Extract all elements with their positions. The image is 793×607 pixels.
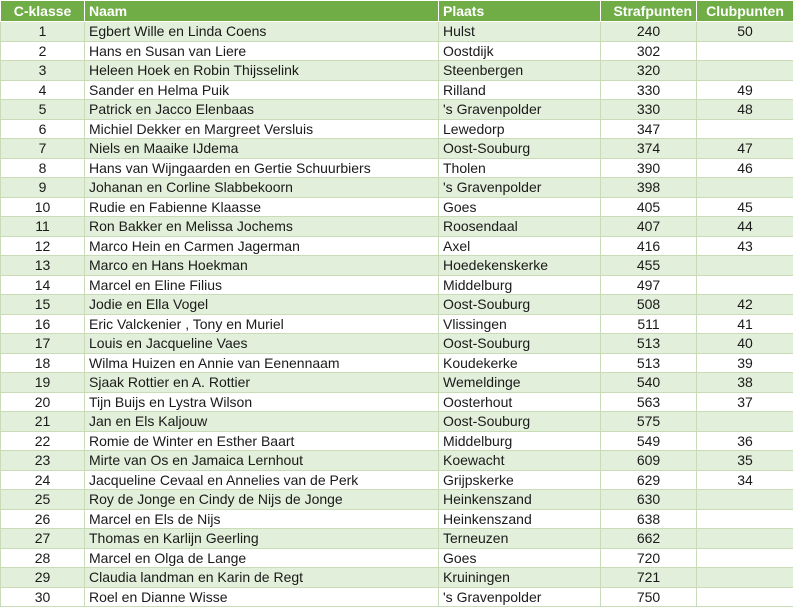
table-row [1,314,793,334]
cell-place: Kruiningen [439,568,601,588]
cell-rank: 10 [1,197,85,217]
cell-strafpunten: 720 [601,548,697,568]
cell-name: Johanan en Corline Slabbekoorn [85,178,439,198]
table-row [1,119,793,139]
cell-clubpunten: 41 [697,314,793,334]
cell-rank: 19 [1,373,85,393]
table-row [1,217,793,237]
cell-clubpunten: 43 [697,236,793,256]
cell-clubpunten [697,119,793,139]
cell-name: Hans van Wijngaarden en Gertie Schuurbiers [85,158,439,178]
table-row [1,373,793,393]
cell-place: Oost-Souburg [439,295,601,315]
cell-rank: 12 [1,236,85,256]
cell-strafpunten: 455 [601,256,697,276]
cell-strafpunten: 609 [601,451,697,471]
header-strafpunten: Strafpunten [601,1,697,22]
cell-name: Mirte van Os en Jamaica Lernhout [85,451,439,471]
table-row [1,431,793,451]
cell-name: Roel en Dianne Wisse [85,587,439,607]
cell-strafpunten: 540 [601,373,697,393]
table-row [1,548,793,568]
table-row [1,451,793,471]
cell-name: Wilma Huizen en Annie van Eenennaam [85,353,439,373]
cell-name: Louis en Jacqueline Vaes [85,334,439,354]
cell-strafpunten: 513 [601,353,697,373]
cell-name: Tijn Buijs en Lystra Wilson [85,392,439,412]
cell-clubpunten: 50 [697,22,793,42]
cell-clubpunten: 46 [697,158,793,178]
cell-name: Marcel en Eline Filius [85,275,439,295]
cell-rank: 20 [1,392,85,412]
cell-place: 's Gravenpolder [439,100,601,120]
table-row [1,490,793,510]
cell-strafpunten: 302 [601,41,697,61]
cell-name: Michiel Dekker en Margreet Versluis [85,119,439,139]
cell-clubpunten [697,568,793,588]
cell-place: Hulst [439,22,601,42]
cell-clubpunten [697,587,793,607]
table-row [1,80,793,100]
cell-place: Wemeldinge [439,373,601,393]
cell-strafpunten: 416 [601,236,697,256]
cell-place: Koudekerke [439,353,601,373]
cell-clubpunten: 44 [697,217,793,237]
cell-place: Oost-Souburg [439,139,601,159]
cell-strafpunten: 638 [601,509,697,529]
cell-name: Heleen Hoek en Robin Thijsselink [85,61,439,81]
cell-strafpunten: 405 [601,197,697,217]
cell-place: Tholen [439,158,601,178]
header-row [1,1,793,22]
cell-place: Heinkenszand [439,490,601,510]
cell-clubpunten: 40 [697,334,793,354]
cell-rank: 26 [1,509,85,529]
table-row [1,509,793,529]
cell-strafpunten: 330 [601,100,697,120]
header-plaats: Plaats [439,1,601,22]
cell-clubpunten: 45 [697,197,793,217]
table-row [1,197,793,217]
cell-place: Heinkenszand [439,509,601,529]
cell-clubpunten: 34 [697,470,793,490]
cell-strafpunten: 497 [601,275,697,295]
cell-name: Claudia landman en Karin de Regt [85,568,439,588]
table-row [1,275,793,295]
cell-clubpunten: 39 [697,353,793,373]
cell-place: Koewacht [439,451,601,471]
cell-rank: 25 [1,490,85,510]
cell-clubpunten: 42 [697,295,793,315]
cell-strafpunten: 374 [601,139,697,159]
cell-name: Rudie en Fabienne Klaasse [85,197,439,217]
cell-rank: 5 [1,100,85,120]
cell-clubpunten [697,490,793,510]
cell-strafpunten: 320 [601,61,697,81]
cell-strafpunten: 575 [601,412,697,432]
cell-strafpunten: 513 [601,334,697,354]
cell-place: Middelburg [439,431,601,451]
cell-clubpunten: 35 [697,451,793,471]
cell-name: Jodie en Ella Vogel [85,295,439,315]
cell-strafpunten: 398 [601,178,697,198]
cell-name: Marco Hein en Carmen Jagerman [85,236,439,256]
cell-clubpunten [697,61,793,81]
table-row [1,392,793,412]
cell-clubpunten: 38 [697,373,793,393]
cell-strafpunten: 721 [601,568,697,588]
cell-rank: 30 [1,587,85,607]
cell-strafpunten: 629 [601,470,697,490]
cell-rank: 3 [1,61,85,81]
cell-rank: 16 [1,314,85,334]
cell-place: Roosendaal [439,217,601,237]
cell-name: Patrick en Jacco Elenbaas [85,100,439,120]
cell-clubpunten [697,275,793,295]
table-row [1,568,793,588]
cell-rank: 29 [1,568,85,588]
cell-rank: 8 [1,158,85,178]
table-row [1,470,793,490]
table-row [1,22,793,42]
cell-rank: 18 [1,353,85,373]
cell-name: Eric Valckenier , Tony en Muriel [85,314,439,334]
cell-strafpunten: 330 [601,80,697,100]
cell-clubpunten [697,256,793,276]
cell-name: Jacqueline Cevaal en Annelies van de Perk [85,470,439,490]
cell-rank: 13 [1,256,85,276]
cell-name: Sjaak Rottier en A. Rottier [85,373,439,393]
cell-place: Middelburg [439,275,601,295]
table-row [1,158,793,178]
cell-strafpunten: 240 [601,22,697,42]
table-row [1,412,793,432]
cell-rank: 14 [1,275,85,295]
cell-name: Marcel en Els de Nijs [85,509,439,529]
cell-clubpunten: 36 [697,431,793,451]
table-row [1,529,793,549]
cell-clubpunten: 49 [697,80,793,100]
cell-strafpunten: 407 [601,217,697,237]
cell-place: Goes [439,548,601,568]
cell-strafpunten: 549 [601,431,697,451]
table-row [1,178,793,198]
cell-place: 's Gravenpolder [439,587,601,607]
cell-rank: 15 [1,295,85,315]
table-row [1,61,793,81]
cell-place: Terneuzen [439,529,601,549]
cell-place: Steenbergen [439,61,601,81]
cell-name: Jan en Els Kaljouw [85,412,439,432]
cell-place: 's Gravenpolder [439,178,601,198]
table-row [1,139,793,159]
cell-place: Grijpskerke [439,470,601,490]
cell-name: Hans en Susan van Liere [85,41,439,61]
cell-strafpunten: 508 [601,295,697,315]
cell-clubpunten: 48 [697,100,793,120]
cell-place: Axel [439,236,601,256]
cell-strafpunten: 662 [601,529,697,549]
cell-rank: 7 [1,139,85,159]
cell-name: Egbert Wille en Linda Coens [85,22,439,42]
cell-clubpunten: 47 [697,139,793,159]
cell-strafpunten: 390 [601,158,697,178]
cell-name: Thomas en Karlijn Geerling [85,529,439,549]
cell-rank: 21 [1,412,85,432]
table-row [1,256,793,276]
table-row [1,236,793,256]
cell-strafpunten: 563 [601,392,697,412]
cell-strafpunten: 750 [601,587,697,607]
cell-place: Oost-Souburg [439,334,601,354]
cell-place: Rilland [439,80,601,100]
cell-rank: 27 [1,529,85,549]
cell-name: Sander en Helma Puik [85,80,439,100]
cell-rank: 17 [1,334,85,354]
cell-rank: 22 [1,431,85,451]
cell-rank: 24 [1,470,85,490]
cell-rank: 4 [1,80,85,100]
cell-name: Marco en Hans Hoekman [85,256,439,276]
table-row [1,100,793,120]
cell-place: Oost-Souburg [439,412,601,432]
cell-place: Goes [439,197,601,217]
cell-clubpunten [697,548,793,568]
cell-clubpunten: 37 [697,392,793,412]
cell-place: Lewedorp [439,119,601,139]
cell-name: Ron Bakker en Melissa Jochems [85,217,439,237]
table-row [1,41,793,61]
cell-clubpunten [697,412,793,432]
table-row [1,353,793,373]
cell-strafpunten: 347 [601,119,697,139]
table-row [1,295,793,315]
header-clubpunten: Clubpunten [697,1,793,22]
cell-place: Hoedekenskerke [439,256,601,276]
cell-strafpunten: 630 [601,490,697,510]
cell-rank: 23 [1,451,85,471]
cell-name: Marcel en Olga de Lange [85,548,439,568]
cell-clubpunten [697,529,793,549]
table-row [1,587,793,607]
cell-rank: 6 [1,119,85,139]
cell-clubpunten [697,41,793,61]
cell-clubpunten [697,178,793,198]
cell-place: Oostdijk [439,41,601,61]
cell-rank: 9 [1,178,85,198]
cell-place: Vlissingen [439,314,601,334]
cell-rank: 2 [1,41,85,61]
cell-name: Roy de Jonge en Cindy de Nijs de Jonge [85,490,439,510]
cell-rank: 1 [1,22,85,42]
cell-place: Oosterhout [439,392,601,412]
cell-name: Niels en Maaike IJdema [85,139,439,159]
header-naam: Naam [85,1,439,22]
header-c-klasse: C-klasse [1,1,85,22]
cell-rank: 11 [1,217,85,237]
table-row [1,334,793,354]
cell-name: Romie de Winter en Esther Baart [85,431,439,451]
cell-clubpunten [697,509,793,529]
cell-rank: 28 [1,548,85,568]
table-body [1,22,793,607]
cell-strafpunten: 511 [601,314,697,334]
